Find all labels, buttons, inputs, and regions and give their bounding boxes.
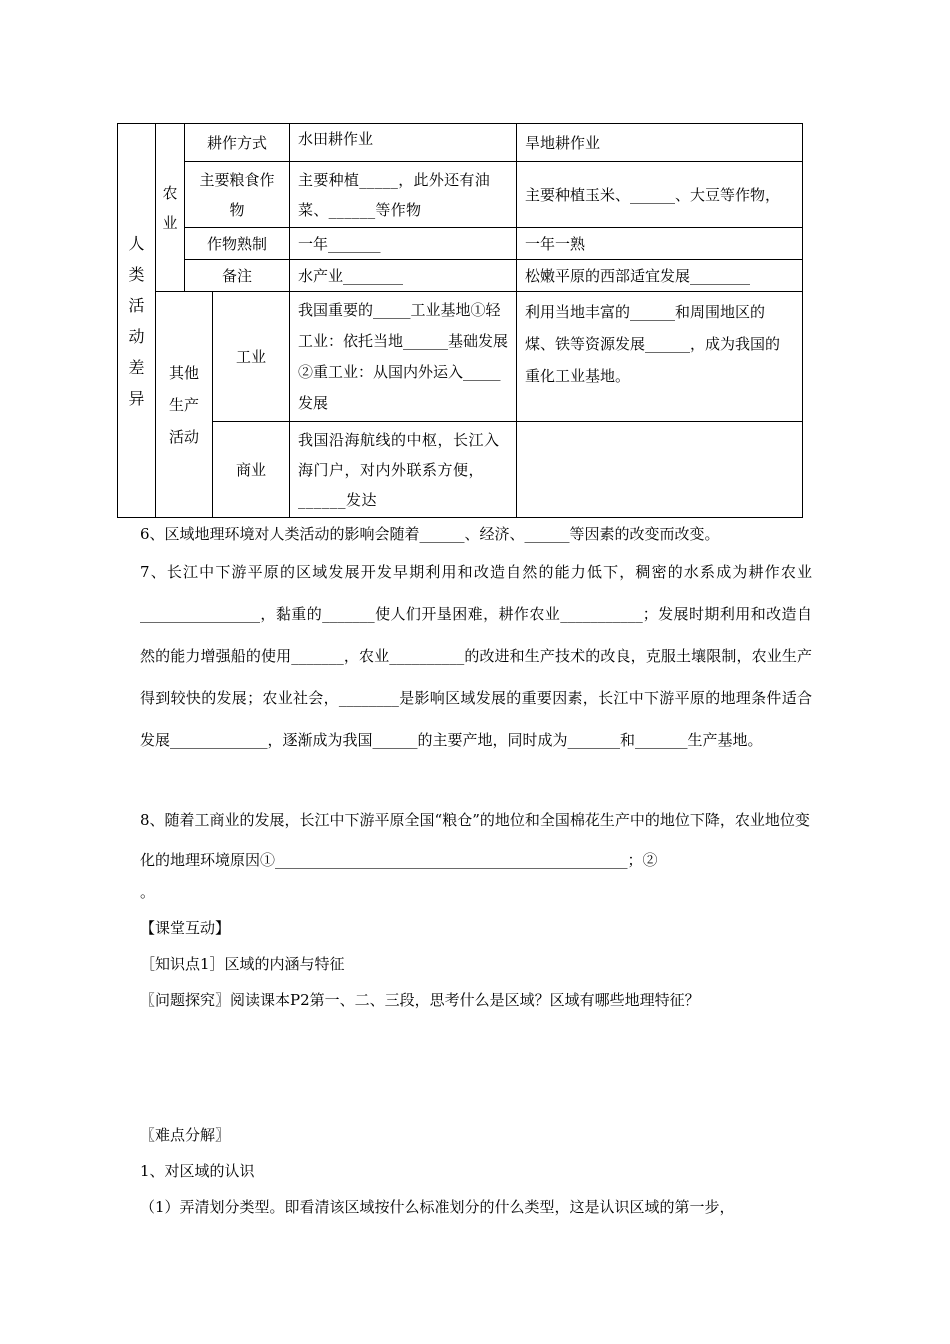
heading-classroom: 【课堂互动】 xyxy=(140,919,231,937)
cell-crops-dry: 主要种植玉米、______、大豆等作物， xyxy=(517,162,803,228)
cell-cycle-dry: 一年一熟 xyxy=(517,228,803,260)
heading-difficulty: 〖难点分解〗 xyxy=(140,1126,231,1144)
other-label: 其他 生产 活动 xyxy=(156,292,213,518)
cell-commerce-dry xyxy=(517,422,803,518)
paragraph-6: 6、区域地理环境对人类活动的影响会随着______、经济、______等因素的改变而改变。 xyxy=(140,525,720,543)
cell-industry-paddy: 我国重要的_____工业基地①轻工业：依托当地______基础发展②重工业：从国内外运入_____发展 xyxy=(290,292,517,422)
cell-note-dry: 松嫩平原的西部适宜发展________ xyxy=(517,260,803,292)
cell-mode-paddy: 水田耕作业 xyxy=(290,124,517,162)
inquiry-text: 〖问题探究〗阅读课本P2第一、二、三段，思考什么是区域？区域有哪些地理特征？ xyxy=(140,991,700,1009)
cell-commerce-paddy: 我国沿海航线的中枢，长江入海门户，对内外联系方便，______发达 xyxy=(290,422,517,518)
agri-label: 农 业 xyxy=(156,124,185,292)
paragraph-7: 7、长江中下游平原的区域发展开发早期利用和改造自然的能力低下，稠密的水系成为耕作农业________________，黏重的_______使人们开垦困难，耕作农业___________；发展时期利用和改造自然的能力增强船的使用_______，农业__________的改进和生产技术的改良，克服土壤限制，农业生产得到较快的发展；农业社会，________是影响区域发展的重要因素，长江中下游平原的地理条件适合发展_____________，逐渐成为我国______的主要产地，同时成为_______和_______生产基地。 xyxy=(140,563,812,749)
cell-crops-paddy: 主要种植_____，此外还有油菜、______等作物 xyxy=(290,162,517,228)
row-label-crops: 主要粮食作物 xyxy=(185,162,290,228)
row-label-mode: 耕作方式 xyxy=(185,124,290,162)
cell-mode-dry: 旱地耕作业 xyxy=(517,124,803,162)
side-label: 人 类 活 动 差 异 xyxy=(118,124,156,518)
cell-cycle-paddy: 一年_______ xyxy=(290,228,517,260)
comparison-table xyxy=(117,123,803,518)
cell-note-paddy: 水产业________ xyxy=(290,260,517,292)
cell-industry-dry: 利用当地丰富的______和周围地区的煤、铁等资源发展______，成为我国的重化工业基地。 xyxy=(517,292,803,422)
item-1-1: （1）弄清划分类型。即看清该区域按什么标准划分的什么类型，这是认识区域的第一步， xyxy=(140,1198,735,1216)
row-label-industry: 工业 xyxy=(213,292,290,422)
item-1: 1、对区域的认识 xyxy=(140,1162,255,1180)
row-label-commerce: 商业 xyxy=(213,422,290,518)
paragraph-8-end: 。 xyxy=(140,883,156,901)
row-label-note: 备注 xyxy=(185,260,290,292)
paragraph-8: 8、随着工商业的发展，长江中下游平原全国“粮仓”的地位和全国棉花生产中的地位下降，农业地位变化的地理环境原因①_______________________________________________；② xyxy=(140,811,810,869)
row-label-cycle: 作物熟制 xyxy=(185,228,290,260)
heading-knowledge-1: ［知识点1］区域的内涵与特征 xyxy=(140,955,345,973)
